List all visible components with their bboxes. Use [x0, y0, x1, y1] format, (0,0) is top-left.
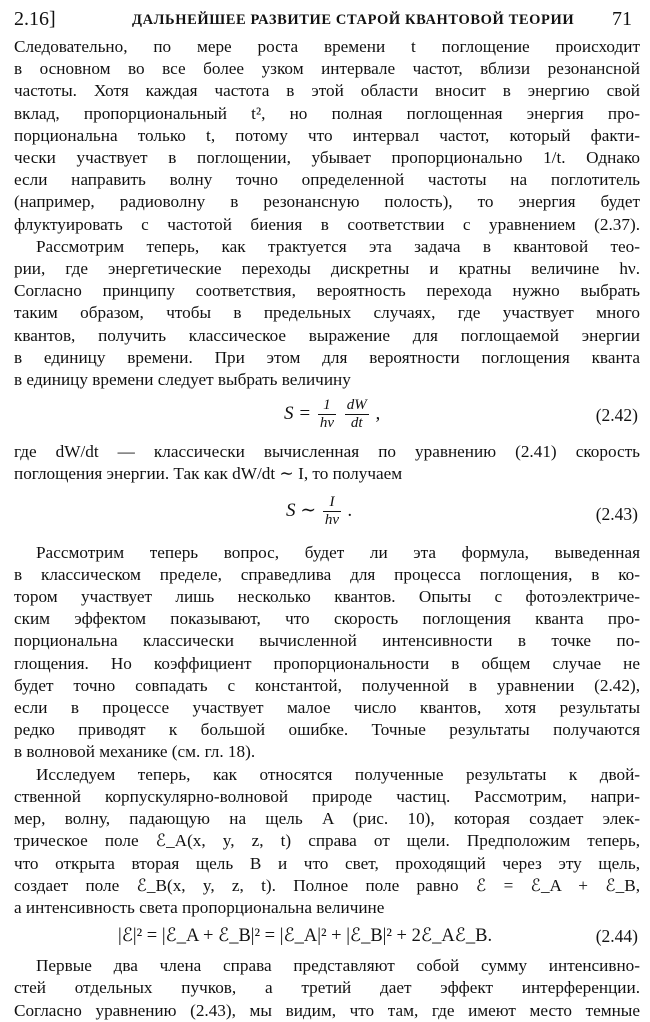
- text-line: вклад, пропорциональный t², но полная поглощенная энергия про-: [14, 103, 640, 123]
- equation-number: (2.42): [595, 405, 638, 426]
- text-line: тором участвует лишь несколько квантов. Опыты с фотоэлектриче-: [14, 587, 640, 607]
- fraction-denominator: dt: [350, 415, 363, 432]
- equation-tail: .: [347, 499, 353, 521]
- text-line: Рассмотрим теперь вопрос, будет ли эта формула, выведенная: [36, 542, 640, 562]
- paragraph-4: [14, 542, 640, 764]
- paragraph-3: [14, 441, 640, 485]
- running-title: ДАЛЬНЕЙШЕЕ РАЗВИТИЕ СТАРОЙ КВАНТОВОЙ ТЕОРИИ: [132, 12, 575, 28]
- text-line: чески участвует в поглощении, убывает пропорционально 1/t. Однако: [14, 148, 640, 168]
- fraction-numerator: I: [323, 494, 341, 512]
- text-line: редко приводят к большой ошибке. Точные результаты получаются: [14, 720, 640, 740]
- fraction-numerator: 1: [318, 397, 336, 415]
- text-line: ственной корпускулярно-волновой природе частиц. Рассмотрим, напри-: [14, 786, 640, 806]
- equation-body: |ℰ|² = |ℰ_A + ℰ_B|² = |ℰ_A|² + |ℰ_B|² + 2ℰ_Aℰ_B.: [118, 926, 493, 947]
- text-line: что открыта вторая щель B и что свет, проходящий через эту щель,: [14, 853, 640, 873]
- equation-lhs: S ∼: [286, 499, 317, 521]
- page-number: 71: [612, 8, 632, 30]
- fraction-denominator: hν: [324, 511, 340, 528]
- paragraph-2: [14, 236, 640, 391]
- text-line: Первые два члена справа представляют собой сумму интенсивно-: [36, 956, 640, 976]
- fraction-numerator: dW: [346, 397, 367, 414]
- text-line: Следовательно, по мере роста времени t поглощение происходит: [14, 37, 640, 56]
- running-header: [14, 6, 640, 36]
- text-line: Согласно принципу соответствия, вероятность перехода нужно выбрать: [14, 281, 640, 301]
- equation-tail: ,: [375, 403, 381, 425]
- text-line: в классическом пределе, справедлива для процесса поглощения, в ко-: [14, 564, 640, 584]
- text-line: в единицу времени. При этом для вероятности поглощения кванта: [14, 347, 640, 367]
- paragraph-6: [14, 955, 640, 1022]
- text-line: будет точно совпадать с константой, полученной в уравнении (2.42),: [14, 675, 640, 695]
- text-line: Рассмотрим теперь, как трактуется эта задача в квантовой тео-: [36, 236, 640, 256]
- text-line: порциональна только t, потому что интервал частот, который факти-: [14, 125, 640, 145]
- section-number: 2.16]: [14, 8, 56, 30]
- equation-lhs: S =: [284, 403, 312, 425]
- text-line: если направить волну точно определенной частоты на поглотитель: [14, 170, 640, 190]
- equation-number: (2.44): [595, 926, 638, 947]
- fraction-denominator: hν: [319, 415, 334, 432]
- paragraph-5: [14, 764, 640, 919]
- text-line: в единицу времени следует выбрать величину: [14, 370, 351, 390]
- text-line: рии, где энергетические переходы дискретны и кратны величине hν.: [14, 259, 640, 279]
- text-line: флуктуировать с частотой биения в соответствии с уравнением (2.37).: [14, 214, 640, 234]
- equation-2-42: [14, 391, 640, 441]
- text-line: стей отдельных пучков, а третий дает эффект интерференции.: [14, 978, 640, 998]
- fraction-i-over-h-nu: [323, 494, 341, 529]
- text-line: таким образом, чтобы в предельных случаях, где участвует много: [14, 303, 640, 323]
- text-line: где dW/dt — классически вычисленная по уравнению (2.41) скорость: [14, 442, 640, 462]
- text-line: а интенсивность света пропорциональна величине: [14, 897, 385, 917]
- text-line: квантов, получить классическое выражение для поглощаемой энергии: [14, 325, 640, 345]
- text-line: в волновой механике (см. гл. 18).: [14, 742, 256, 762]
- equation-body: [284, 397, 380, 432]
- text-line: частоты. Хотя каждая частота в этой области вносит в энергию свой: [14, 81, 640, 101]
- text-line: Согласно уравнению (2.43), мы видим, что там, где имеют место темные: [14, 1000, 640, 1020]
- text-line: мер, волну, падающую на щель A (рис. 10), которая создает элек-: [14, 809, 640, 829]
- equation-number: (2.43): [595, 503, 638, 524]
- text-line: (например, радиоволну в резонансную полость), то энергия будет: [14, 192, 640, 212]
- equation-2-43: [14, 486, 640, 542]
- book-page: [14, 6, 640, 1022]
- text-line: Исследуем теперь, как относятся полученные результаты к двой-: [36, 764, 640, 784]
- paragraph-1: [14, 36, 640, 236]
- text-line: поглощения энергии. Так как dW/dt ∼ I, то получаем: [14, 464, 403, 484]
- text-line: ским эффектом показывают, что скорость поглощения кванта про-: [14, 609, 640, 629]
- text-line: если в процессе участвует малое число квантов, хотя результаты: [14, 698, 640, 718]
- text-line: порциональна классически вычисленной интенсивности в точке по-: [14, 631, 640, 651]
- equation-body: [286, 494, 353, 529]
- equation-2-44: [14, 919, 640, 955]
- text-line: создает поле ℰ_B(x, y, z, t). Полное поле равно ℰ = ℰ_A + ℰ_B,: [14, 875, 640, 895]
- fraction-dw-dt: [345, 397, 369, 432]
- text-line: трическое поле ℰ_A(x, y, z, t) справа от щели. Предположим теперь,: [14, 831, 640, 851]
- fraction-one-over-h-nu: [318, 397, 336, 432]
- text-line: глощения. Но коэффициент пропорциональности в общем случае не: [14, 653, 640, 673]
- text-line: в основном во все более узком интервале частот, вблизи резонансной: [14, 59, 640, 79]
